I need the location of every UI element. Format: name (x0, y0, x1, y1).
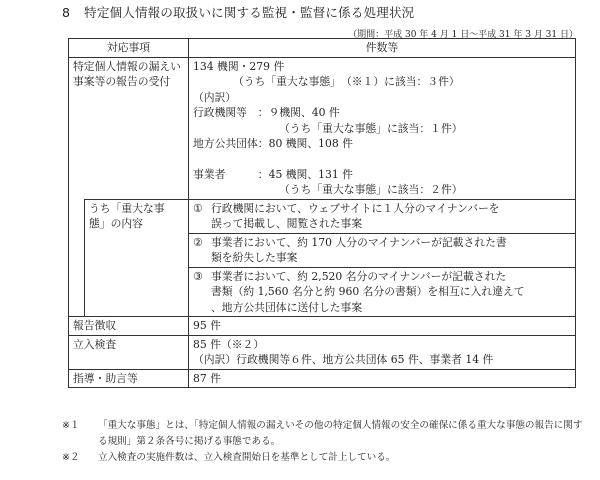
businesses-serious-count: （うち「重大な事態」に該当：２件） (279, 183, 463, 196)
local-gov-count: 地方公共団体：80 機関、108 件 (193, 137, 353, 150)
total-serious-count: （うち「重大な事態」 （※１）に該当：３件） (233, 75, 460, 88)
case-text-line: 、地方公共団体に送付した事案 (211, 300, 363, 314)
footnotes (62, 418, 584, 466)
header-cell-matter: 対応事項 (69, 39, 189, 58)
row-value-on-site (189, 335, 576, 369)
header-row (69, 39, 576, 58)
case-text-line: 書類（約 1,560 名分と約 960 名分の書類）を相互に入れ違えて (211, 285, 525, 298)
row-label-serious-cases (85, 199, 189, 317)
footnote-marker: ※１ (62, 420, 80, 431)
footnote-marker: ※２ (62, 452, 80, 463)
row-label-leak-reports (69, 57, 189, 199)
case-marker: ① (193, 201, 203, 215)
table-row-report-collection (69, 317, 576, 336)
businesses-count: 事業者 ：45 機関、131 件 (193, 167, 353, 181)
row-label-report-collection: 報告徴収 (69, 317, 189, 336)
row-value-guidance: 87 件 (189, 369, 576, 388)
case-text-line: 事業者において、約 2,520 名分のマイナンバーが記載された (211, 269, 507, 283)
case-marker: ② (193, 235, 203, 249)
case-text-line: 類を紛失した事案 (211, 251, 298, 264)
row-value-report-collection: 95 件 (189, 317, 576, 336)
table-row-serious-case-1 (69, 199, 576, 233)
serious-case-item (189, 199, 576, 233)
case-text-line: 誤って掲載し、閲覧された事案 (211, 217, 363, 230)
total-count: 134 機関・279 件 (193, 59, 285, 73)
section-title: 特定個人情報の取扱いに関する監視・監督に係る処理状況 (84, 5, 415, 20)
header-cell-count: 件数等 (189, 39, 576, 58)
table-row-guidance (69, 369, 576, 388)
on-site-count: 85 件（※２） (193, 337, 265, 351)
serious-case-item (189, 267, 576, 317)
serious-case-item (189, 233, 576, 267)
label-line: 特定個人情報の漏えい (73, 59, 181, 73)
label-line: 事案等の報告の受付 (73, 75, 171, 88)
case-text-line: 事業者において、約 170 人分のマイナンバーが記載された書 (211, 235, 507, 249)
case-text-line: 行政機関において、ウェブサイトに１人分のマイナンバーを (211, 201, 500, 215)
period-note: （期間：平成 30 年 4 月 1 日～平成 31 年 3 月 31 日） (348, 30, 578, 40)
spacer (193, 152, 571, 167)
footnote-2 (62, 450, 584, 466)
admin-orgs-serious-count: （うち「重大な事態」に該当：１件） (279, 121, 463, 135)
footnote-text: 立入検査の実施件数は、立入検査開始日を基準として計上している。 (98, 452, 396, 463)
section-number: 8 (62, 5, 71, 20)
status-table (68, 38, 576, 388)
footnote-1 (62, 418, 584, 450)
table-row-on-site (69, 335, 576, 369)
row-value-leak-reports (189, 57, 576, 199)
footnote-text: 「重大な事態」とは、「特定個人情報の漏えいその他の特定個人情報の安全の確保に係る重大な事態の報告に関する規則」第２条各号に掲げる事態である。 (98, 420, 583, 447)
breakdown-label: （内訳） (193, 90, 237, 104)
label-line: うち「重大な事 (89, 201, 165, 215)
row-label-on-site: 立入検査 (69, 335, 189, 369)
admin-orgs-count: 行政機関等 ：９機関、40 件 (193, 106, 340, 119)
on-site-breakdown: （内訳）行政機関等６件、地方公共団体 65 件、事業者 14 件 (193, 353, 494, 366)
section-heading (62, 3, 414, 21)
indent-cell (69, 199, 85, 317)
table-row-leak-reports (69, 57, 576, 199)
case-marker: ③ (193, 269, 203, 283)
row-label-guidance: 指導・助言等 (69, 369, 189, 388)
label-line: 態」の内容 (89, 217, 143, 230)
